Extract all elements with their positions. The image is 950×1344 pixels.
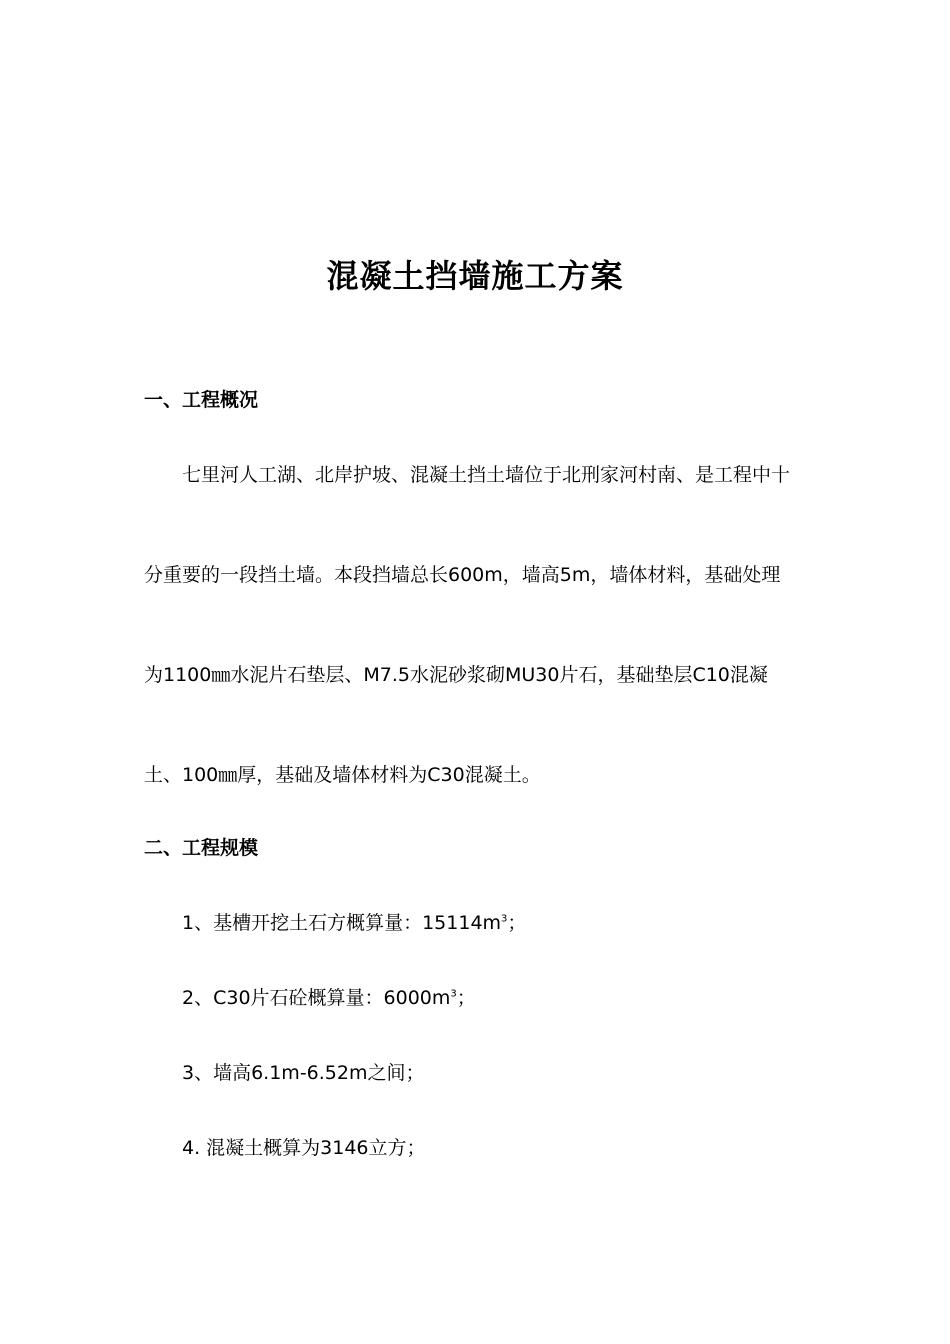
section-heading-overview: 一、工程概况	[144, 389, 259, 411]
section-heading-scale: 二、工程规模	[144, 837, 259, 859]
scale-list-item	[182, 1059, 424, 1087]
overview-paragraph-line: 为1100㎜水泥片石垫层、M7.5水泥砂浆砌MU30片石，基础垫层C10混凝	[144, 664, 768, 686]
document-title: 混凝土挡墙施工方案	[326, 257, 624, 295]
scale-list-item	[182, 1134, 426, 1162]
scale-item-tail: ；	[456, 987, 476, 1009]
superscript-exponent: 3	[450, 988, 457, 1000]
overview-paragraph-line: 七里河人工湖、北岸护坡、混凝土挡土墙位于北刑家河村南、是工程中十	[182, 464, 791, 486]
scale-item-text: 1、基槽开挖土石方概算量：15114m	[182, 912, 502, 934]
scale-item-text: 3、墙高6.1m-6.52m之间；	[182, 1062, 425, 1084]
superscript-exponent: 3	[501, 913, 508, 925]
overview-paragraph-line: 土、100㎜厚，基础及墙体材料为C30混凝土。	[144, 764, 541, 786]
scale-list-item	[182, 909, 526, 937]
scale-item-tail: ；	[507, 912, 527, 934]
scale-list-item	[182, 984, 476, 1012]
scale-item-text: 2、C30片石砼概算量：6000m	[182, 987, 451, 1009]
overview-paragraph-line: 分重要的一段挡土墙。本段挡墙总长600m，墙高5m，墙体材料，基础处理	[144, 564, 781, 586]
scale-item-text: 4. 混凝土概算为3146立方；	[182, 1137, 426, 1159]
